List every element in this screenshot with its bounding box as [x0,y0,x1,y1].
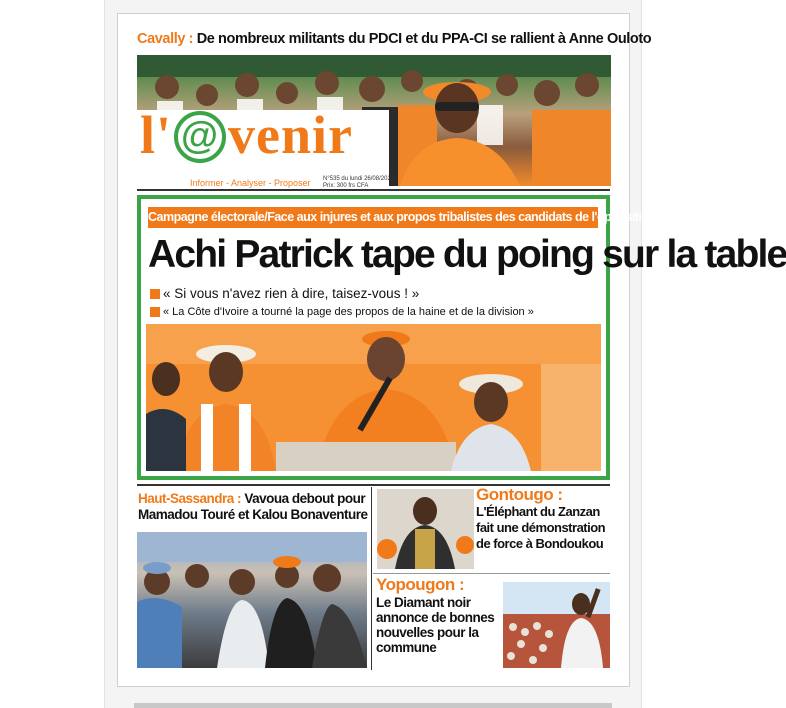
yopougon-place: Yopougon : [376,575,465,594]
yopougon-photo [503,582,610,668]
top-story-text: De nombreux militants du PDCI et du PPA-CI se rallient à Anne Ouloto [196,31,652,47]
main-story-quote-2 [150,306,534,318]
logo-prefix: l' [140,105,173,165]
gontougo-place: Gontougo : [476,485,563,504]
main-story-photo [146,324,601,471]
main-story-headline[interactable]: Achi Patrick tape du poing sur la table [148,233,786,276]
woman-candidate-photo [395,60,535,186]
gontougo-headline[interactable] [476,487,610,552]
gontougo-photo [377,489,474,569]
top-story-place: Cavally : [137,31,194,47]
at-sign-icon: @ [174,111,226,163]
orange-bullet-icon [150,289,160,299]
column-divider [371,487,372,670]
masthead-divider [137,189,610,191]
masthead-logo[interactable] [140,104,353,167]
next-page-edge [134,703,612,708]
haut-sassandra-headline[interactable] [138,491,370,523]
haut-sassandra-photo [137,532,367,668]
edition-number: N°535 du lundi 26/08/2021 [323,176,395,182]
orange-bullet-icon [150,307,160,317]
main-story-kicker: Campagne électorale/Face aux injures et aux propos tribalistes des candidats de l'opposition [148,207,598,228]
edition-info [323,176,394,190]
top-story-headline[interactable] [137,31,652,47]
masthead-tagline: Informer - Analyser - Proposer [190,178,311,188]
edition-price: Prix: 300 frs CFA [323,183,369,189]
story-divider [373,573,610,574]
main-story-quote-1 [150,286,419,301]
quote-1-text: « Si vous n'avez rien à dire, taisez-vous ! » [163,286,420,301]
gontougo-text: L'Éléphant du Zanzan fait une démonstration de force à Bondoukou [476,504,606,551]
yopougon-text: Le Diamant noir annonce de bonnes nouvelles pour la commune [376,595,495,655]
yopougon-headline[interactable] [376,577,506,655]
haut-sassandra-text: Vavoua debout pour Mamadou Touré et Kalou Bonaventure [138,491,368,522]
logo-suffix: venir [228,105,353,165]
haut-sassandra-place: Haut-Sassandra : [138,491,242,506]
quote-2-text: « La Côte d'Ivoire a tourné la page des propos de la haine et de la division » [163,306,534,318]
